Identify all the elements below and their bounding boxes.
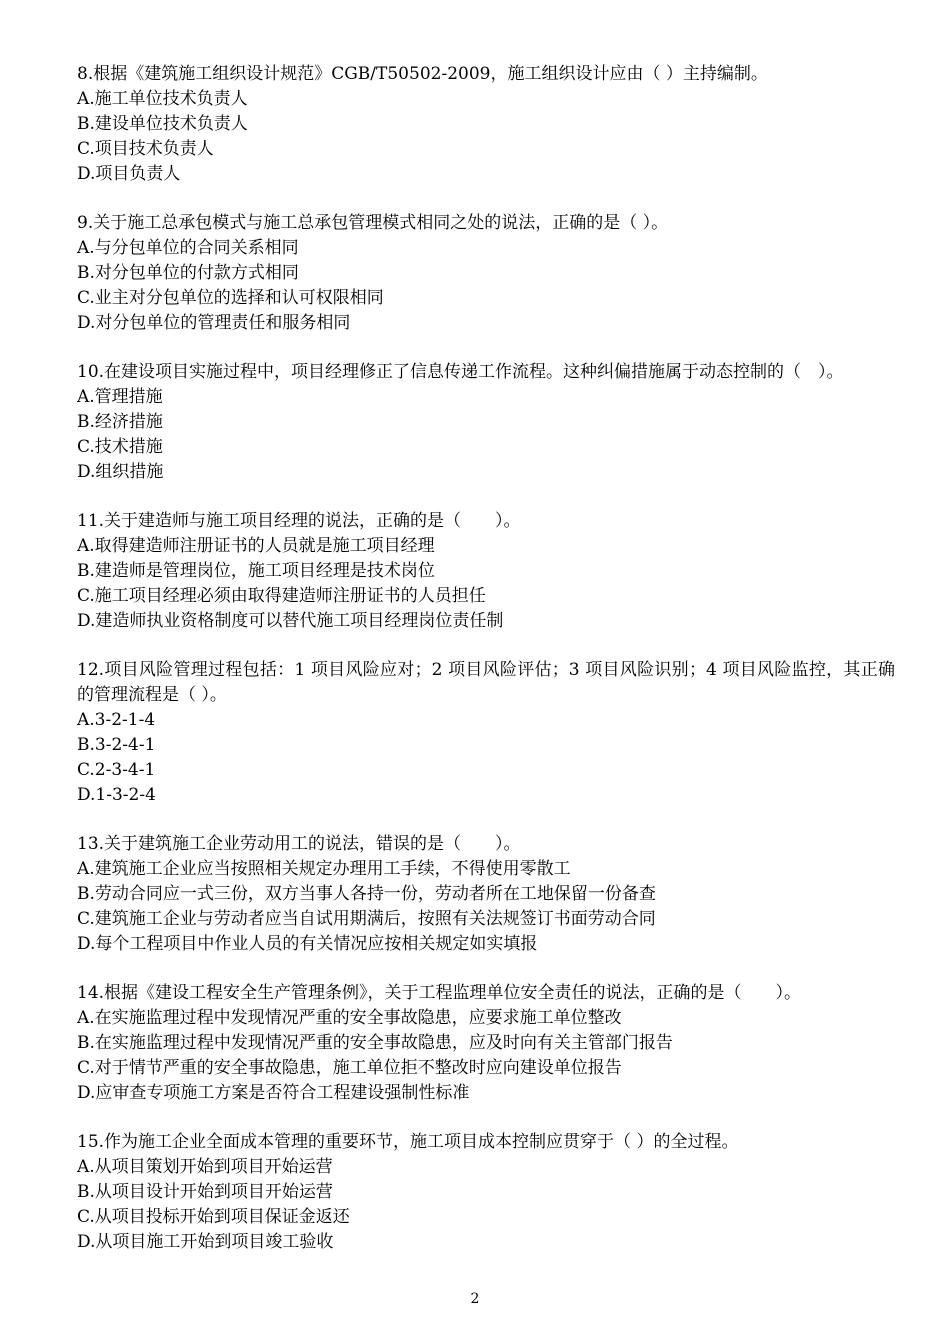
question-12 [77, 658, 895, 808]
question-14 [77, 981, 895, 1106]
option-c: C.业主对分包单位的选择和认可权限相同 [77, 288, 384, 308]
option-c: C.项目技术负责人 [77, 139, 214, 159]
option-c: C.技术措施 [77, 437, 163, 457]
option-a: A.取得建造师注册证书的人员就是施工项目经理 [77, 536, 435, 556]
option-d: D.组织措施 [77, 462, 164, 482]
option-c: C.2-3-4-1 [77, 760, 156, 780]
option-c: C.施工项目经理必须由取得建造师注册证书的人员担任 [77, 586, 486, 606]
option-c: C.从项目投标开始到项目保证金返还 [77, 1207, 350, 1227]
question-9 [77, 211, 895, 336]
question-list [77, 62, 895, 1279]
option-a: A.施工单位技术负责人 [77, 89, 248, 109]
option-d: D.1-3-2-4 [77, 785, 156, 805]
option-a: A.从项目策划开始到项目开始运营 [77, 1157, 333, 1177]
option-c: C.对于情节严重的安全事故隐患，施工单位拒不整改时应向建设单位报告 [77, 1058, 622, 1078]
question-stem: 13.关于建筑施工企业劳动用工的说法，错误的是（ ）。 [77, 834, 521, 854]
option-b: B.对分包单位的付款方式相同 [77, 263, 299, 283]
option-b: B.建造师是管理岗位，施工项目经理是技术岗位 [77, 561, 435, 581]
option-a: A.建筑施工企业应当按照相关规定办理用工手续，不得使用零散工 [77, 859, 571, 879]
question-stem: 9.关于施工总承包模式与施工总承包管理模式相同之处的说法，正确的是（ ）。 [77, 213, 669, 233]
option-b: B.劳动合同应一式三份，双方当事人各持一份，劳动者所在工地保留一份备查 [77, 884, 656, 904]
question-15 [77, 1130, 895, 1255]
option-d: D.项目负责人 [77, 164, 181, 184]
option-d: D.对分包单位的管理责任和服务相同 [77, 313, 351, 333]
question-stem: 15.作为施工企业全面成本管理的重要环节，施工项目成本控制应贯穿于（ ）的全过程。 [77, 1132, 739, 1152]
option-d: D.应审查专项施工方案是否符合工程建设强制性标准 [77, 1083, 470, 1103]
option-a: A.管理措施 [77, 387, 163, 407]
option-b: B.经济措施 [77, 412, 163, 432]
question-stem: 10.在建设项目实施过程中，项目经理修正了信息传递工作流程。这种纠偏措施属于动态控制的（ ）。 [77, 362, 844, 382]
option-b: B.在实施监理过程中发现情况严重的安全事故隐患，应及时向有关主管部门报告 [77, 1033, 673, 1053]
option-d: D.建造师执业资格制度可以替代施工项目经理岗位责任制 [77, 611, 504, 631]
question-13 [77, 832, 895, 957]
option-b: B.从项目设计开始到项目开始运营 [77, 1182, 333, 1202]
question-11 [77, 509, 895, 634]
option-d: D.每个工程项目中作业人员的有关情况应按相关规定如实填报 [77, 934, 538, 954]
question-stem: 12.项目风险管理过程包括：1 项目风险应对；2 项目风险评估；3 项目风险识别；4 项目风险监控，其正确的管理流程是（ ）。 [77, 660, 895, 705]
page-number: 2 [470, 1291, 480, 1307]
question-10 [77, 360, 895, 485]
question-stem: 14.根据《建设工程安全生产管理条例》，关于工程监理单位安全责任的说法，正确的是（ ）。 [77, 983, 802, 1003]
option-c: C.建筑施工企业与劳动者应当自试用期满后，按照有关法规签订书面劳动合同 [77, 909, 656, 929]
question-stem: 11.关于建造师与施工项目经理的说法，正确的是（ ）。 [77, 511, 521, 531]
option-b: B.3-2-4-1 [77, 735, 156, 755]
option-a: A.与分包单位的合同关系相同 [77, 238, 299, 258]
option-b: B.建设单位技术负责人 [77, 114, 248, 134]
option-a: A.在实施监理过程中发现情况严重的安全事故隐患，应要求施工单位整改 [77, 1008, 622, 1028]
option-a: A.3-2-1-4 [77, 710, 156, 730]
option-d: D.从项目施工开始到项目竣工验收 [77, 1232, 334, 1252]
question-8 [77, 62, 895, 187]
question-stem: 8.根据《建筑施工组织设计规范》CGB/T50502-2009，施工组织设计应由（ ）主持编制。 [77, 64, 768, 84]
